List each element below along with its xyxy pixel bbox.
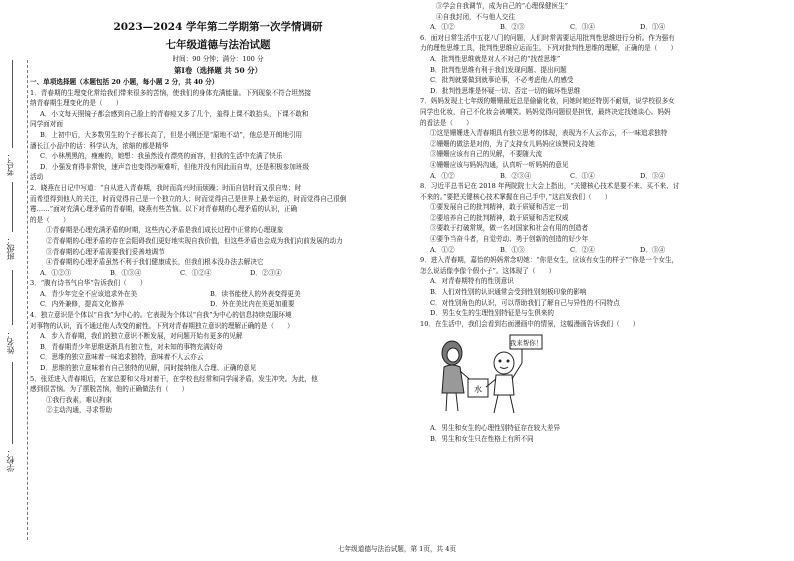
question-5-continued (420, 1, 784, 33)
q2-option-a[interactable]: A．①②③ (40, 268, 72, 277)
q8-statement-1: ①要发展自己的批判精神，敢于质疑和否定一切 (430, 203, 569, 212)
q5-options (420, 22, 784, 33)
q8-statement-2: ②要培养自己的批判精神，敢于质疑和否定权威 (430, 213, 569, 222)
q9-option-d[interactable]: D．男生女生的生理性别特征是与生俱来的 (430, 309, 554, 318)
q6-option-b[interactable]: B．批判性思维有利于我们发现问题、提出问题 (430, 65, 567, 74)
q2-stem-line3: 霉……”面对充满心理矛盾的青春期，晓燕有些苦恼。以下对青春期的心理矛盾的认识，正确 (30, 205, 298, 214)
section-heading: 一、单项选择题（本题包括 20 小题，每小题 2 分，共 40 分） (30, 78, 219, 86)
q2-statement-3: ③青春期的心理矛盾需要我们妥善地调节 (46, 247, 165, 256)
q7-option-c[interactable]: C．①④ (570, 171, 595, 180)
q8-option-a[interactable]: A．①② (430, 245, 455, 254)
question-8 (420, 181, 784, 255)
q1-stem-line2: 纳青春期生理变化的是（ ） (30, 99, 123, 108)
left-column (30, 0, 406, 416)
cartoon-drawing (434, 331, 544, 421)
page-footer: 七年级道德与法治试题，第 1页，共 4页 (337, 545, 457, 553)
question-7 (420, 96, 784, 181)
q4-stem-line1: 4．独立意识是个体以“自我”为中心的。它表现为个体以“自我”为中心的信息持续克服环境 (30, 311, 292, 320)
class-label: 班级： (6, 236, 15, 260)
help-sign-text: 我来帮你！ (509, 339, 543, 348)
exam-no-line (12, 60, 13, 148)
q7-option-a[interactable]: A．①② (430, 171, 455, 180)
q8-option-d[interactable]: D．③④ (640, 245, 666, 254)
school-label: 学校： (6, 448, 15, 472)
q2-option-c[interactable]: C．①②④ (180, 268, 212, 277)
school-line (12, 362, 13, 444)
q7-statement-2: ②姗姗的做法是对的，为了支持女儿妈妈应该赞同支持她 (430, 139, 595, 148)
question-5 (30, 374, 406, 416)
name-line (12, 270, 13, 325)
q6-stem-line2: 力的理性思维工具，批判性思维应运而生。下列对批判性思维的理解，正确的是（ ） (420, 44, 678, 53)
q7-statement-3: ③姗姗应该有自己的见解，不要随大流 (430, 150, 543, 159)
q10-stem: 10．在生活中，我们会看到右面漫画中的情景，这幅漫画告诉我们（ ） (420, 319, 640, 328)
q4-option-a[interactable]: A．步入青春期，我们的独立意识不断发展，对问题开始有更多的见解 (40, 332, 243, 341)
q6-option-c[interactable]: C．批判就要做到就事论事，不必考虑他人的感受 (430, 76, 574, 85)
girl-figure (442, 341, 474, 411)
q7-statement-1: ①这是姗姗进入青春期具有独立思考的体现，表现为不人云亦云，不一味追求独特 (430, 129, 668, 138)
q1-option-b-line1[interactable]: B．上初中后，大多数男生的个子都长高了，但是小刚还是“原地不动”，他总是开朗地引用 (40, 130, 303, 139)
q3-option-b[interactable]: B．读书能使人的外表变得更美 (210, 289, 301, 298)
q2-stem-line4: 的是（ ） (30, 215, 70, 224)
q8-option-b[interactable]: B．①③ (500, 245, 525, 254)
q10-option-b[interactable]: B．男生和女生只在性格上有所不同 (430, 435, 534, 443)
q5-statement-4: ④自我封闭，不与他人交往 (436, 12, 516, 21)
q2-stem-line1: 2．晓燕在日记中写道：“自从进入青春期，我时而高兴时而烦躁；时而自信时而又很自卑；时 (30, 183, 302, 192)
q8-statement-4: ④要争当奋斗者，自觉劳动、勇于创新的创造的好少年 (430, 235, 589, 244)
binding-strip (0, 0, 30, 561)
q6-option-a[interactable]: A．批判性思维就是对人不对己的“找茬思维” (430, 54, 561, 63)
q7-stem-line1: 7．妈妈发现上七年级的姗姗最近总是偷偷化妆，问她时她还特别不耐烦，说学校很多女 (420, 97, 675, 106)
q7-statement-4: ④姗姗应该与妈妈沟通，认真听一听妈妈的意见 (430, 160, 569, 169)
class-line (12, 182, 13, 232)
q7-stem-line2: 同学也化妆，自己不化妆会被嘲笑。妈妈觉得问题很是担忧，最终决定找她谈心。妈妈 (420, 107, 671, 116)
question-6 (420, 33, 784, 97)
q6-option-d[interactable]: D．批判性思维是怀疑一切、否定一切的破坏性思维 (430, 86, 581, 95)
q1-stem-line1: 1．青春期的生理变化常给我们带来很多的苦恼，使我们的身体充满能量。下列现象不符合坦然接 (30, 88, 312, 97)
q9-option-a[interactable]: A．对青春期特有的性别意识 (430, 277, 514, 286)
q8-stem-line2: 不来的。”要把关键核心技术掌握在自己手中，”这启发我们（ ） (420, 192, 612, 201)
question-1 (30, 88, 406, 183)
q3-option-d[interactable]: D．外在美比内在美更加重要 (210, 300, 295, 309)
water-box (468, 379, 488, 397)
q6-stem-line1: 6．面对日常生活中五花八门的问题，人们时常需要运用批判性思维进行分析。作为强有 (420, 33, 675, 42)
q3-options-row1 (30, 289, 406, 300)
question-2 (30, 183, 406, 278)
q4-option-b[interactable]: B．青春期青少年思维逐渐具有独立性，对未知的事物充满好奇 (40, 342, 223, 351)
exam-no-label: 考号： (6, 152, 15, 176)
seal-dashed-line (27, 60, 28, 540)
q2-option-d[interactable]: D．②③④ (250, 268, 282, 277)
q8-options (420, 245, 784, 256)
q1-option-b-line2: 潘长江小品中的话：科学认为，浓缩的都是精华 (30, 141, 169, 150)
q1-option-c[interactable]: C．小林黑黑的，瘦瘦的，她想：我虽然没有漂亮的面容，但我的生活中充满了快乐 (40, 152, 283, 161)
q2-statement-1: ①青春期是心理充满矛盾的时期，这些内心矛盾是我们成长过程中正常的心理现象 (46, 226, 284, 235)
question-4 (30, 310, 406, 374)
right-column (420, 0, 784, 445)
q5-option-b[interactable]: B．②③ (500, 23, 525, 32)
cartoon-illustration (434, 331, 544, 421)
q8-statement-3: ③要敢于打破常规，做一名对国家和社会有用的创造者 (430, 224, 589, 233)
q5-option-c[interactable]: C．③④ (570, 23, 595, 32)
q2-option-b[interactable]: B．①③④ (110, 268, 142, 277)
q2-options (30, 268, 406, 279)
q7-stem-line3: 的看法是（ ） (420, 118, 473, 127)
q3-options-row2 (30, 299, 406, 310)
q5-stem-line1: 5．张廷进入青春期后，在家总要和父母对着干，在学校也经常和同学闹矛盾，发生冲突。为此，他 (30, 374, 318, 383)
q7-options (420, 171, 784, 182)
q1-option-a-line1[interactable]: A．小文每天照镜子都会感到自己脸上的青春痘又多了几个，羞得上课不敢抬头，下课不敢和 (40, 109, 309, 118)
question-10 (420, 319, 784, 445)
q4-option-c[interactable]: C．思维的独立意味着一味追求独特，意味着不人云亦云 (40, 353, 204, 362)
q1-option-a-line2: 同学面对面 (30, 120, 63, 129)
q2-statement-2: ②青春期的心理矛盾的存在会阻碍我们更好地实现自我价值，但这些矛盾也会成为我们向前发展的动力 (46, 236, 343, 245)
q4-stem-line2: 对事物的认识，而不通过他人改变的耐性。下列对青春期独立意识的理解正确的是（ ） (30, 321, 294, 330)
help-sign (510, 335, 543, 363)
boy-figure (486, 352, 522, 413)
q5-stem-line2: 感到很苦恼。为了摆脱苦恼，他的正确做法有（ ） (30, 385, 189, 394)
q7-option-b[interactable]: B．②③④ (500, 171, 532, 180)
q2-stem-line2: 而希望得到他人的关注，时而觉得自己是一个独立的人；时而觉得自己是世界上最幸运的，时而觉得自己很倒 (30, 194, 347, 203)
exam-subtitle: 七年级道德与法治试题 (165, 39, 271, 51)
q1-option-d-line1[interactable]: D．小强发育得非常快，速声音也变得沙哑难听，但他并没有因此而自卑，还是积极参加班级 (40, 162, 310, 171)
part-heading: 第Ⅰ卷（选择题 共 50 分） (174, 66, 262, 75)
q8-stem-line1: 8．习近平总书记在 2018 年两院院士大会上指出，“关键核心技术是要不来、买不来、讨 (420, 182, 680, 191)
q5-option-d[interactable]: D．①④ (640, 23, 666, 32)
q3-stem: 3．“腹有诗书气自华”告诉我们（ ） (30, 279, 147, 288)
q9-stem-line1: 9．进入青春期，嘉怡的妈妈常念叨她：“你是女生，应该有女生的样子”“你是一个女生， (420, 256, 679, 265)
q4-option-d[interactable]: D．思维的独立意味着有自己独特的见解，同时接纳他人合理、正确的意见 (40, 364, 257, 373)
q9-stem-line2: 怎么说话像李像个假小子”。这体现了（ ） (420, 266, 556, 275)
q5-statement-1: ①我行我素，难以拘束 (46, 395, 112, 404)
q2-statement-4: ④青春期的心理矛盾虽然不利于我们健康成长，但我们根本没办法去解决它 (46, 258, 264, 267)
q5-option-a[interactable]: A．①② (430, 23, 455, 32)
q9-option-b[interactable]: B．人们对性别的认识通常会受到性别刻板印象的影响 (430, 288, 587, 297)
q5-statement-3: ③学会自我调节，成为自己的“心理保健医生” (436, 2, 569, 10)
q10-option-a[interactable]: A．男生和女生的心理性别特征存在较大差异 (430, 424, 561, 433)
q1-option-d-line2: 活动 (30, 173, 44, 182)
exam-meta: 时间：90 分钟；满分：100 分 (172, 55, 264, 63)
question-3 (30, 278, 406, 310)
q5-statement-2: ②主动沟通，寻求帮助 (46, 406, 112, 415)
q7-option-d[interactable]: D．③④ (640, 171, 666, 180)
q9-option-c[interactable]: C．对性别角色的认识，可以帮助我们了解自己与异性的不同特点 (430, 298, 620, 307)
exam-title: 2023—2024 学年第二学期第一次学情调研 (113, 21, 323, 33)
q3-option-a[interactable]: A．青少年完全不应该追求外在美 (40, 289, 138, 298)
question-9 (420, 255, 784, 319)
q8-option-c[interactable]: C．②④ (570, 245, 595, 254)
q3-option-c[interactable]: C．内外兼修，提高文化修养 (40, 300, 125, 309)
water-box-label: 水 (474, 385, 482, 395)
name-label: 姓名： (6, 330, 15, 354)
